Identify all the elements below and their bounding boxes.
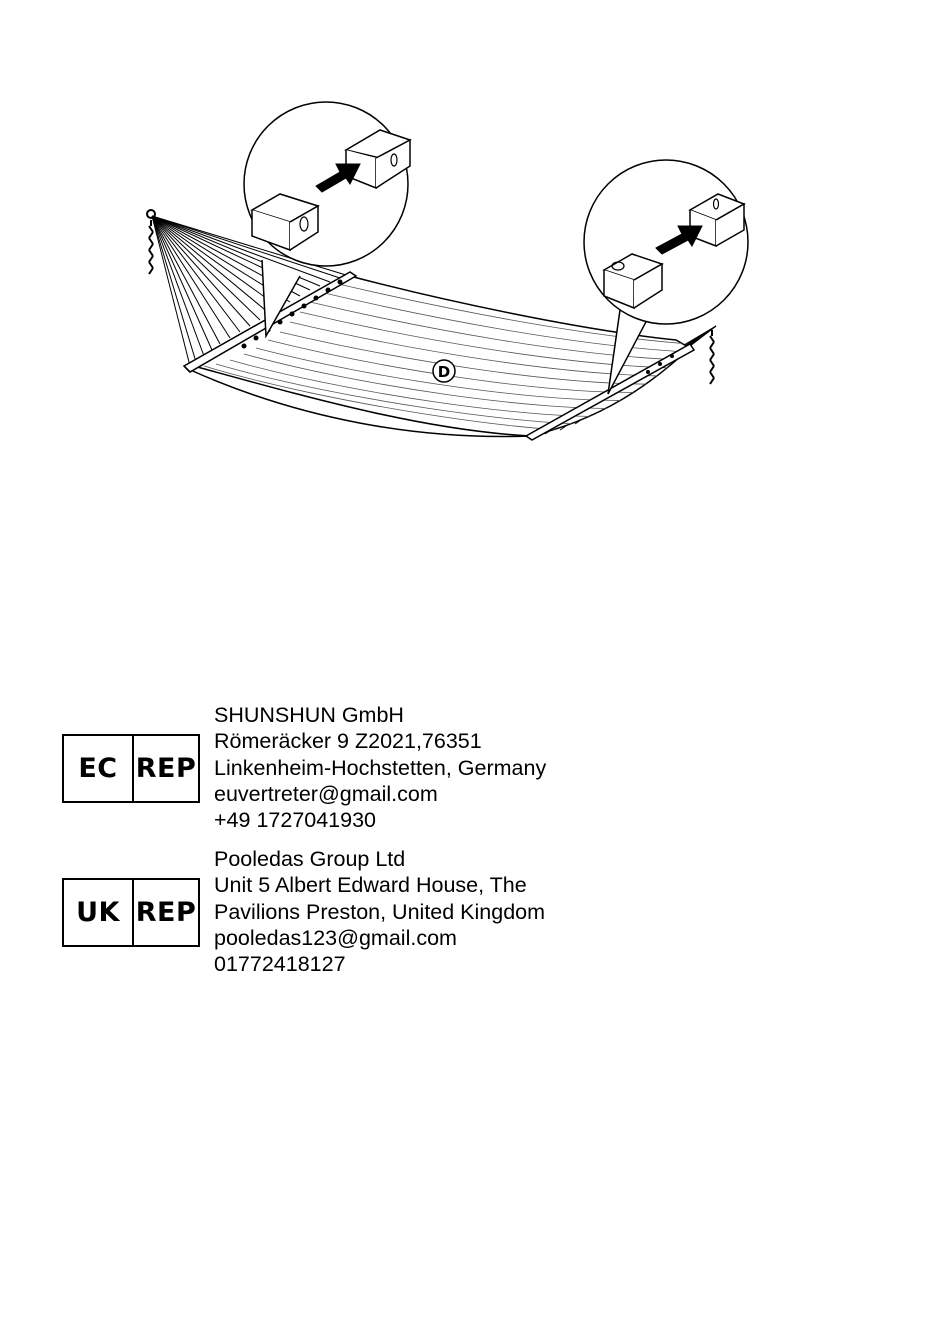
ec-street: Römeräcker 9 Z2021,76351 [214,729,482,754]
uk-rep-symbol [62,878,200,947]
ec-company: SHUNSHUN GmbH [214,703,404,727]
uk-street: Unit 5 Albert Edward House, The [214,873,527,898]
uk-symbol-right: REP [135,897,197,928]
ec-rep-address [214,702,546,833]
ec-rep-symbol [62,734,200,803]
ec-city: Linkenheim-Hochstetten, Germany [214,755,547,780]
uk-phone: 01772418127 [214,952,346,977]
ec-symbol-left: EC [64,736,134,801]
ec-symbol-right: REP [135,753,197,784]
uk-rep-address [214,846,545,977]
uk-company: Pooledas Group Ltd [214,847,406,871]
part-label-badge [433,360,455,382]
ec-phone: +49 1727041930 [214,808,377,833]
ec-email: euvertreter@gmail.com [214,781,438,806]
uk-email: pooledas123@gmail.com [214,925,457,950]
right-chain [710,330,714,384]
uk-city: Pavilions Preston, United Kingdom [214,899,546,924]
part-label: D [437,363,451,381]
hammock-assembly-illustration [0,0,933,470]
uk-symbol-left: UK [64,880,134,945]
